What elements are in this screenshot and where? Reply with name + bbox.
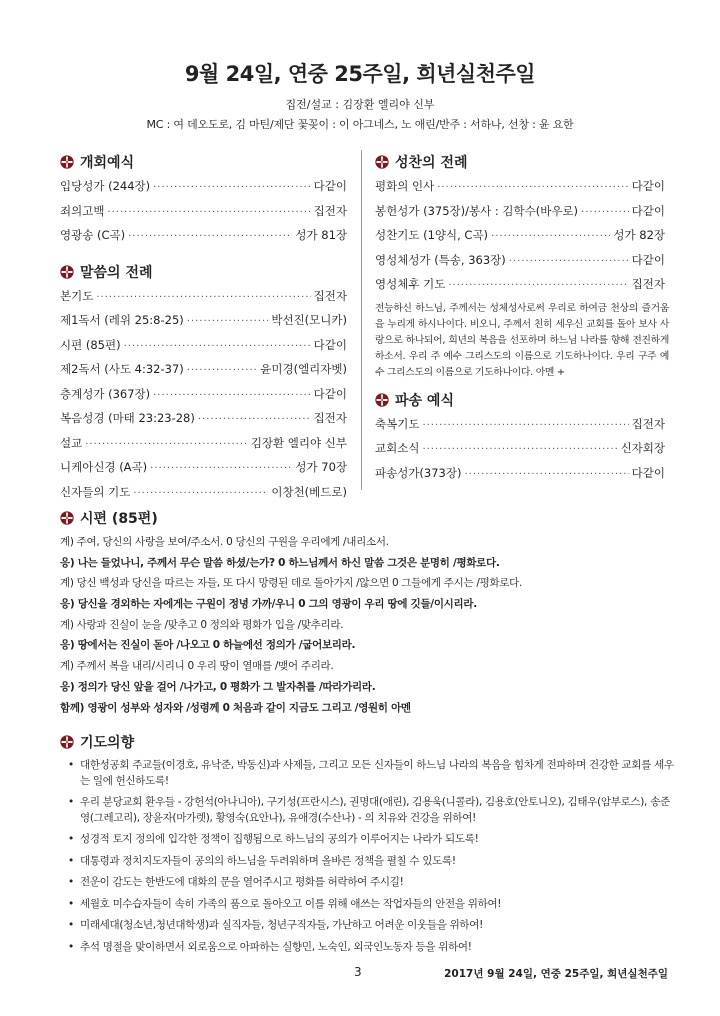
cross-icon <box>375 393 389 407</box>
list-item <box>60 386 347 411</box>
leader-dots <box>422 444 617 455</box>
leader-dots <box>509 256 629 267</box>
leader-dots <box>96 292 310 303</box>
item-name: 제2독서 (사도 4:32-37) <box>60 362 184 376</box>
item-who: 김장환 엘리야 신부 <box>250 435 347 450</box>
item-name: 입당성가 (244장) <box>60 179 151 193</box>
leader-dots <box>198 414 311 425</box>
list-item <box>60 337 347 362</box>
intercessions-heading <box>60 732 676 752</box>
word-heading <box>60 262 347 282</box>
item-who: 성가 81장 <box>295 228 347 242</box>
item-name: 성찬기도 (1양식, C곡) <box>375 228 489 242</box>
psalm-heading-label: 시편 (85편) <box>80 511 158 527</box>
item-name: 시편 (85편) <box>60 337 121 352</box>
leader-dots <box>128 231 292 242</box>
list-item <box>375 178 665 203</box>
leader-dots <box>187 365 257 376</box>
left-column <box>60 152 347 508</box>
item-who: 박선진(모니카) <box>271 313 347 327</box>
post-communion-prayer: 전능하신 하느님, 주께서는 성체성사로써 우리로 하여금 천상의 즐거움을 누리게 하시나이다. 비오니, 주께서 친히 세우신 교회를 돌아 보사 사랑으로 하나되어, 희년의 복음을 선포하며 하느님 나라를 향해 전진하게 하소서. 우리 주 예수 그리스도의 이름으로 기도하나이다. 우리 구주 예수 그리스도의 이름으로 기도하나이다. 아멘 + <box>375 302 669 378</box>
psalm-line: 계) 주여, 당신의 사랑을 보여/주소서. 0 당신의 구원을 우리에게 /내리소서. <box>60 536 389 548</box>
footer-date: 2017년 9월 24일, 연중 25주일, 희년실천주일 <box>444 968 668 980</box>
list-item <box>375 276 665 301</box>
list-item: • 성경적 토지 정의에 입각한 정책이 집행됨으로 하느님의 공의가 이루어지는 나라가 되도록! <box>80 832 676 848</box>
list-item <box>375 203 665 228</box>
leader-dots <box>107 207 310 218</box>
list-item: • 대한성공회 주교들(이경호, 유낙준, 박동신)과 사제들, 그리고 모든 신자들이 하느님 나라의 복음을 힘차게 전파하며 건강한 교회를 세우는 일에 헌신하도록! <box>80 758 676 789</box>
list-item <box>375 440 665 465</box>
item-who: 집전자 <box>631 277 665 291</box>
list-item <box>60 459 347 484</box>
psalm-line: 응) 나는 들었나니, 주께서 무슨 말씀 하셨/는가? 0 하느님께서 하신 말씀 그것은 분명히 /평화로다. <box>60 556 500 569</box>
item-name: 영성체후 기도 <box>375 277 446 291</box>
item-name: 영성체성가 (특송, 363장) <box>375 252 506 267</box>
item-who: 다같이 <box>313 179 347 193</box>
list-item <box>60 361 347 386</box>
item-who: 다같이 <box>631 465 665 480</box>
item-who: 집전자 <box>313 411 347 425</box>
leader-dots <box>187 316 269 327</box>
item-name: 평화의 인사 <box>375 179 435 193</box>
cross-icon <box>60 735 74 749</box>
item-who: 다같이 <box>631 252 665 267</box>
page-number: 3 <box>354 965 362 979</box>
item-name: 신자들의 기도 <box>60 484 131 499</box>
list-item <box>60 312 347 337</box>
presider-line: 집전/설교 : 김장환 엘리야 신부 <box>285 98 435 111</box>
psalm-line: 계) 사랑과 진실이 눈을 /맞추고 0 정의와 평화가 입을 /맞추리라. <box>60 618 344 631</box>
list-item <box>60 227 347 252</box>
page-title: 9월 24일, 연중 25주일, 희년실천주일 <box>184 62 536 86</box>
list-item: • 대통령과 정치지도자들이 공의의 하느님을 두려워하며 올바른 정책을 펼칠 수 있도록! <box>80 854 676 870</box>
roles-line: MC : 여 데오도로, 김 마틴/제단 꽃꽂이 : 이 아그네스, 노 애린/반주 : 서하나, 선창 : 윤 요한 <box>146 118 574 131</box>
item-who: 다같이 <box>631 179 665 193</box>
intercessions-list <box>60 758 676 955</box>
item-who: 집전자 <box>631 416 665 431</box>
cross-icon <box>375 155 389 169</box>
list-item <box>60 410 347 435</box>
psalm-line: 응) 땅에서는 진실이 돋아 /나오고 0 하늘에선 정의가 /굽어보리라. <box>60 639 356 652</box>
psalm-line: 계) 당신 백성과 당신을 따르는 자들, 또 다시 망령된 데로 돌아가지 /않으면 0 그들에게 주시는 /평화로다. <box>60 577 523 590</box>
item-who: 집전자 <box>313 203 347 218</box>
psalm-heading <box>60 508 670 528</box>
opening-heading <box>60 152 347 172</box>
opening-heading-label: 개회예식 <box>80 155 135 171</box>
list-item <box>60 288 347 313</box>
list-item: • 세월호 미수습자들이 속히 가족의 품으로 돌아오고 이를 위해 애쓰는 작업자들의 안전을 위하여! <box>80 897 676 913</box>
item-who: 다같이 <box>313 386 347 401</box>
item-name: 파송성가(373장) <box>375 465 462 480</box>
item-who: 윤미경(엘리자벳) <box>260 362 347 376</box>
item-name: 층계성가 (367장) <box>60 386 151 401</box>
list-item <box>60 178 347 203</box>
cross-icon <box>60 265 74 279</box>
item-who: 이창천(베드로) <box>271 484 347 499</box>
psalm-line: 응) 정의가 당신 앞을 걸어 /나가고, 0 평화가 그 발자취를 /따라가리라. <box>60 680 376 693</box>
word-heading-label: 말씀의 전례 <box>80 264 153 281</box>
psalm-line: 응) 당신을 경외하는 자에게는 구원이 정녕 가까/우니 0 그의 영광이 우리 땅에 깃들/이시리라. <box>60 598 477 611</box>
item-name: 축복기도 <box>375 416 420 431</box>
item-who: 다같이 <box>631 203 665 218</box>
leader-dots <box>85 439 248 450</box>
item-name: 교회소식 <box>375 441 420 455</box>
item-who: 집전자 <box>313 288 347 303</box>
leader-dots <box>437 182 628 193</box>
list-item <box>375 416 665 441</box>
item-who: 성가 82장 <box>613 228 665 242</box>
eucharist-heading-label: 성찬의 전례 <box>395 155 468 171</box>
list-item <box>60 203 347 228</box>
item-name: 죄의고백 <box>60 203 105 218</box>
psalm-line: 함께) 영광이 성부와 성자와 /성령께 0 처음과 같이 지금도 그리고 /영원히 아멘 <box>60 701 411 714</box>
list-item: • 추석 명절을 맞이하면서 외로움으로 아파하는 실향민, 노숙인, 외국인노동자 등을 위하여! <box>80 940 676 956</box>
dismissal-heading <box>375 390 665 410</box>
item-name: 복음성경 (마태 23:23-28) <box>60 411 195 425</box>
leader-dots <box>153 182 311 193</box>
cross-icon <box>60 511 74 525</box>
intercessions-heading-label: 기도의향 <box>80 735 135 751</box>
dismissal-heading-label: 파송 예식 <box>395 392 454 409</box>
intercessions-section <box>60 732 676 961</box>
list-item <box>375 465 665 490</box>
list-item <box>60 435 347 460</box>
item-name: 제1독서 (레위 25:8-25) <box>60 313 184 327</box>
item-name: 영광송 (C곡) <box>60 228 126 242</box>
right-column <box>375 152 669 489</box>
column-divider <box>361 150 362 490</box>
item-who: 다같이 <box>313 337 347 352</box>
item-name: 본기도 <box>60 288 94 303</box>
psalm-line: 계) 주께서 복을 내리/시리니 0 우리 땅이 열매를 /맺어 주리라. <box>60 660 334 673</box>
cross-icon <box>60 155 74 169</box>
leader-dots <box>150 463 292 474</box>
leader-dots <box>491 231 610 242</box>
item-name: 봉헌성가 (375장)/봉사 : 김학수(바우로) <box>375 203 579 218</box>
list-item: • 우리 분당교회 환우들 - 강헌석(아나니아), 구기성(프란시스), 권명대(애린), 김용욱(니콜라), 김용호(안토니오), 김태우(암부로스), 송준영(그레고리), 장윤자(마가렛), 황영숙(요안나), 유애경(수산나) - 의 치유와 건강을 위하여! <box>80 795 676 826</box>
item-who: 성가 70장 <box>295 460 347 474</box>
item-who: 신자회장 <box>620 441 665 455</box>
list-item <box>375 227 665 252</box>
list-item <box>375 252 665 277</box>
list-item <box>60 484 347 509</box>
leader-dots <box>124 341 311 352</box>
leader-dots <box>448 280 628 291</box>
leader-dots <box>422 420 628 431</box>
list-item: • 전운이 감도는 한반도에 대화의 문을 열어주시고 평화를 허락하여 주시길! <box>80 875 676 891</box>
leader-dots <box>153 390 311 401</box>
item-name: 니케아신경 (A곡) <box>60 460 148 474</box>
eucharist-heading <box>375 152 665 172</box>
psalm-section <box>60 508 670 720</box>
leader-dots <box>581 207 629 218</box>
leader-dots <box>464 469 628 480</box>
list-item: • 미래세대(청소년,청년대학생)과 실직자들, 청년구직자들, 가난하고 어려운 이웃들을 위하여! <box>80 918 676 934</box>
leader-dots <box>133 488 268 499</box>
item-name: 설교 <box>60 435 83 450</box>
